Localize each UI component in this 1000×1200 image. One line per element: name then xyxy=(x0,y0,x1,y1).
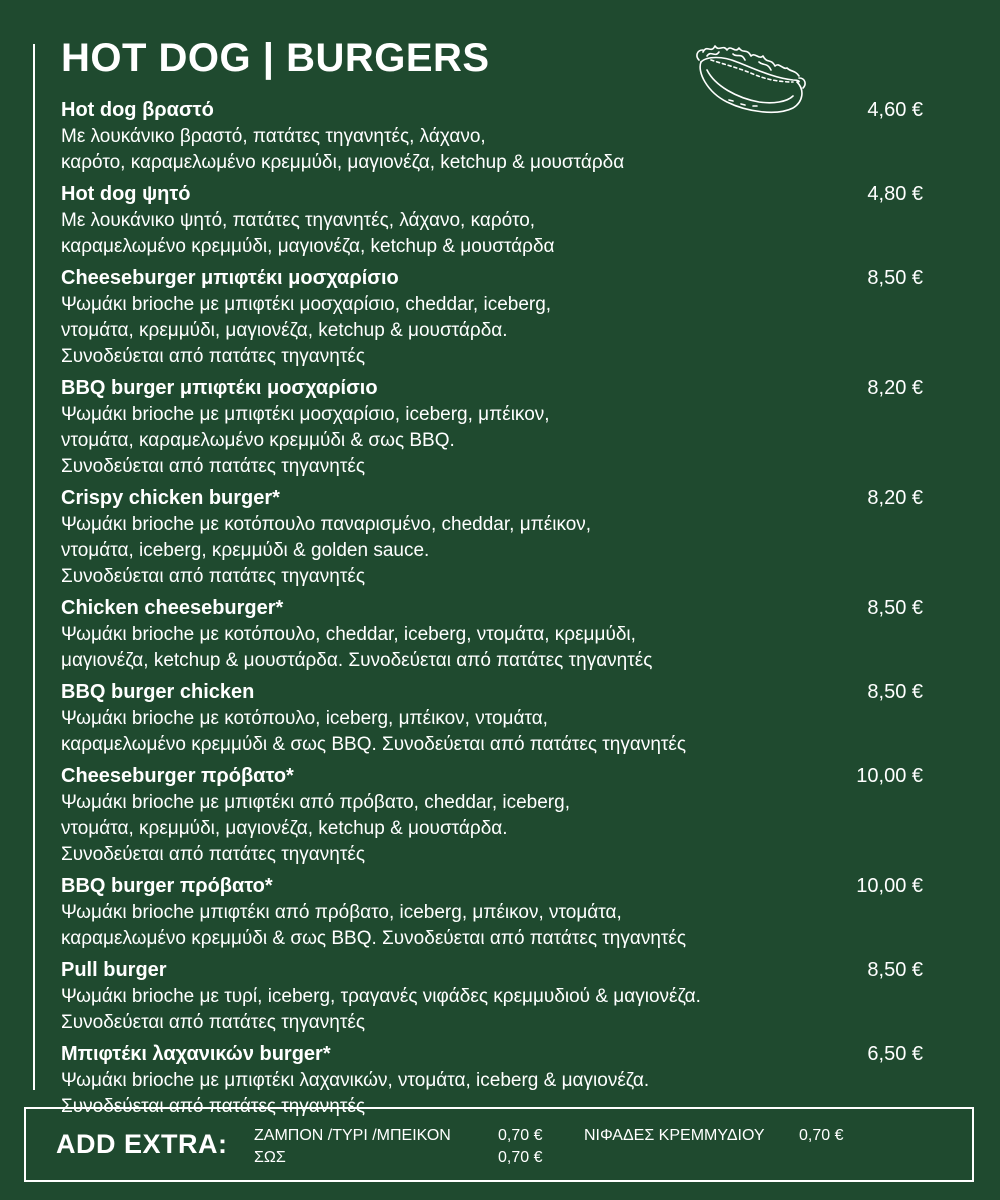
item-description: Ψωμάκι brioche με κοτόπουλο παναρισμένο, cheddar, μπέικον, ντομάτα, iceberg, κρεμμύδι & golden sauce. Συνοδεύεται από πατάτες τηγανητές xyxy=(61,514,592,587)
item-description: Ψωμάκι brioche μπιφτέκι από πρόβατο, iceberg, μπέικον, ντομάτα, καραμελωμένο κρεμμύδι & σως BBQ. Συνοδεύεται από πατάτες τηγανητές xyxy=(61,902,687,949)
item-price: 6,50 € xyxy=(867,1043,923,1065)
left-divider-line xyxy=(33,44,35,1090)
item-name: Μπιφτέκι λαχανικών burger* xyxy=(61,1043,331,1065)
item-name: Cheeseburger μπιφτέκι μοσχαρίσιο xyxy=(61,267,399,289)
page-title: HOT DOG | BURGERS xyxy=(61,36,490,80)
item-description: Ψωμάκι brioche με μπιφτέκι μοσχαρίσιο, iceberg, μπέικον, ντομάτα, καραμελωμένο κρεμμύδι & σως BBQ. Συνοδεύεται από πατάτες τηγανητές xyxy=(61,404,550,477)
menu-item-crispy-chicken-burger xyxy=(61,484,923,590)
menu-item-chicken-cheeseburger xyxy=(61,594,923,674)
item-description: Ψωμάκι brioche με κοτόπουλο, iceberg, μπέικον, ντομάτα, καραμελωμένο κρεμμύδι & σως BBQ. Συνοδεύεται από πατάτες τηγανητές xyxy=(61,708,687,755)
menu-item-cheeseburger-beef xyxy=(61,264,923,370)
item-description: Ψωμάκι brioche με μπιφτέκι από πρόβατο, cheddar, iceberg, ντομάτα, κρεμμύδι, μαγιονέζα, ketchup & μουστάρδα. Συνοδεύεται από πατάτες τηγανητές xyxy=(61,792,570,865)
item-name: Crispy chicken burger* xyxy=(61,487,280,509)
menu-item-pull-burger xyxy=(61,956,923,1036)
item-price: 8,20 € xyxy=(867,377,923,399)
item-name: Hot dog ψητό xyxy=(61,183,191,205)
item-name: Hot dog βραστό xyxy=(61,99,214,121)
menu-item-hot-dog-grilled xyxy=(61,180,923,260)
extra-price: 0,70 € xyxy=(498,1127,543,1144)
item-description: Με λουκάνικο βραστό, πατάτες τηγανητές, λάχανο, καρότο, καραμελωμένο κρεμμύδι, μαγιονέζα, ketchup & μουστάρδα xyxy=(61,126,625,173)
item-price: 8,50 € xyxy=(867,267,923,289)
item-name: Pull burger xyxy=(61,959,167,981)
item-price: 4,60 € xyxy=(867,99,923,121)
item-description: Ψωμάκι brioche με τυρί, iceberg, τραγανές νιφάδες κρεμμυδιού & μαγιονέζα. Συνοδεύεται από πατάτες τηγανητές xyxy=(61,986,701,1033)
item-price: 8,20 € xyxy=(867,487,923,509)
add-extra-box xyxy=(24,1107,974,1182)
menu-item-bbq-burger-chicken xyxy=(61,678,923,758)
item-name: Cheeseburger πρόβατο* xyxy=(61,765,294,787)
item-price: 8,50 € xyxy=(867,597,923,619)
menu-item-bbq-burger-beef xyxy=(61,374,923,480)
add-extra-title: ADD EXTRA: xyxy=(56,1129,228,1159)
menu-item-hot-dog-boiled xyxy=(61,96,923,176)
menu-list xyxy=(61,96,923,1124)
item-price: 8,50 € xyxy=(867,959,923,981)
item-name: BBQ burger μπιφτέκι μοσχαρίσιο xyxy=(61,377,378,399)
item-description: Ψωμάκι brioche με κοτόπουλο, cheddar, iceberg, ντομάτα, κρεμμύδι, μαγιονέζα, ketchup & μουστάρδα. Συνοδεύεται από πατάτες τηγανητές xyxy=(61,624,653,671)
item-description: Ψωμάκι brioche με μπιφτέκι λαχανικών, ντομάτα, iceberg & μαγιονέζα. Συνοδεύεται από πατάτες τηγανητές xyxy=(61,1070,650,1117)
item-name: BBQ burger πρόβατο* xyxy=(61,875,273,897)
item-name: Chicken cheeseburger* xyxy=(61,597,284,619)
item-name: BBQ burger chicken xyxy=(61,681,255,703)
menu-item-bbq-burger-lamb xyxy=(61,872,923,952)
extra-price: 0,70 € xyxy=(498,1149,543,1166)
item-price: 4,80 € xyxy=(867,183,923,205)
item-price: 10,00 € xyxy=(856,875,923,897)
extra-name: ΖΑΜΠΟΝ /ΤΥΡΙ /ΜΠΕΙΚΟΝ xyxy=(254,1127,451,1144)
extra-name: ΝΙΦΑΔΕΣ ΚΡΕΜΜΥΔΙΟΥ xyxy=(584,1127,765,1144)
item-price: 8,50 € xyxy=(867,681,923,703)
menu-item-cheeseburger-lamb xyxy=(61,762,923,868)
extra-name: ΣΩΣ xyxy=(254,1149,286,1166)
extra-price: 0,70 € xyxy=(799,1127,844,1144)
item-price: 10,00 € xyxy=(856,765,923,787)
item-description: Ψωμάκι brioche με μπιφτέκι μοσχαρίσιο, cheddar, iceberg, ντομάτα, κρεμμύδι, μαγιονέζα, ketchup & μουστάρδα. Συνοδεύεται από πατάτες τηγανητές xyxy=(61,294,552,367)
item-description: Με λουκάνικο ψητό, πατάτες τηγανητές, λάχανο, καρότο, καραμελωμένο κρεμμύδι, μαγιονέζα, ketchup & μουστάρδα xyxy=(61,210,555,257)
